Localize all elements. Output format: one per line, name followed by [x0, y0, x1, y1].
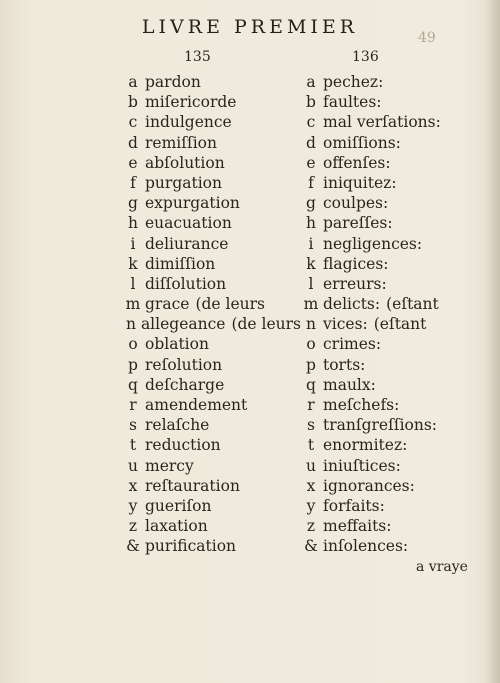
entry-word: tranſgreſſions: — [323, 416, 438, 435]
entry-word: gueriſon — [145, 496, 212, 515]
entry-letter: h — [306, 214, 316, 233]
entry-letter: u — [128, 456, 138, 475]
entry-letter: l — [308, 274, 314, 293]
right-column-number: 136 — [352, 49, 379, 65]
entry-extra: (eſtant — [386, 295, 439, 314]
entry-letter: b — [306, 93, 316, 112]
list-item — [121, 173, 301, 193]
entry-letter: s — [129, 416, 137, 435]
entry-letter: n — [306, 315, 316, 334]
entry-letter: o — [128, 335, 138, 354]
list-item — [121, 213, 301, 233]
list-item — [121, 153, 301, 173]
list-item — [299, 516, 469, 536]
entry-extra: (eſtant — [373, 315, 427, 334]
entry-letter: e — [306, 153, 316, 172]
entry-letter: t — [307, 436, 315, 455]
list-item — [121, 314, 301, 334]
entry-word: dimiſſion — [145, 254, 216, 273]
entry-word: grace — [145, 295, 190, 314]
entry-letter: y — [306, 496, 316, 515]
right-column — [299, 72, 469, 557]
list-item — [299, 415, 469, 435]
entry-letter: z — [128, 517, 138, 536]
list-item — [299, 133, 469, 153]
entry-word: deſcharge — [145, 375, 225, 394]
entry-word: oblation — [145, 335, 209, 354]
entry-word: faultes: — [323, 93, 382, 112]
list-item — [299, 375, 469, 395]
entry-letter: k — [306, 254, 316, 273]
entry-word: inſolences: — [323, 537, 409, 556]
entry-letter: e — [128, 153, 138, 172]
list-item — [121, 193, 301, 213]
list-item — [299, 274, 469, 294]
entry-letter: f — [308, 173, 314, 192]
entry-word: coulpes: — [323, 194, 389, 213]
list-item — [121, 92, 301, 112]
entry-word: crimes: — [323, 335, 382, 354]
entry-letter: & — [126, 537, 140, 556]
entry-letter: u — [306, 456, 316, 475]
entry-letter: d — [306, 133, 316, 152]
entry-word: omiſſions: — [323, 133, 401, 152]
list-item — [121, 375, 301, 395]
list-item — [299, 294, 469, 314]
entry-word: abſolution — [145, 153, 225, 172]
entry-word: mercy — [145, 456, 194, 475]
list-item — [121, 476, 301, 496]
entry-word: remiſſion — [145, 133, 217, 152]
entry-word: allegeance — [140, 315, 226, 334]
entry-word: enormitez: — [323, 436, 408, 455]
entry-word: deliurance — [145, 234, 229, 253]
left-column-number: 135 — [184, 49, 211, 65]
list-item — [121, 536, 301, 556]
list-item — [299, 72, 469, 92]
list-item — [121, 395, 301, 415]
entry-letter: a — [128, 73, 138, 91]
entry-word: pareſſes: — [323, 214, 393, 233]
entry-letter: a — [306, 73, 316, 91]
list-item — [121, 254, 301, 274]
entry-extra: (de leurs — [195, 295, 265, 314]
list-item — [121, 72, 301, 92]
list-item — [299, 173, 469, 193]
list-item — [299, 112, 469, 132]
entry-letter: g — [306, 194, 316, 213]
entry-word: iniquitez: — [323, 173, 397, 192]
entry-word: maulx: — [323, 375, 376, 394]
entry-word: relaſche — [145, 416, 210, 435]
entry-word: diſſolution — [145, 274, 227, 293]
entry-word: reſtauration — [145, 476, 240, 495]
list-item — [299, 456, 469, 476]
list-item — [299, 92, 469, 112]
catchword: a vraye — [416, 559, 468, 575]
list-item — [299, 234, 469, 254]
entry-letter: g — [128, 194, 138, 213]
entry-letter: q — [128, 375, 138, 394]
list-item — [121, 234, 301, 254]
entry-letter: d — [128, 133, 138, 152]
entry-word: pardon — [145, 73, 201, 91]
entry-letter: m — [125, 295, 141, 314]
entry-letter: k — [128, 254, 138, 273]
list-item — [121, 516, 301, 536]
list-item — [299, 334, 469, 354]
list-item — [299, 496, 469, 516]
list-item — [299, 193, 469, 213]
entry-word: torts: — [323, 355, 366, 374]
entry-letter: n — [125, 315, 136, 334]
entry-word: meffaits: — [323, 517, 392, 536]
entry-letter: f — [130, 173, 136, 192]
entry-letter: h — [128, 214, 138, 233]
entry-word: purgation — [145, 173, 222, 192]
list-item — [121, 133, 301, 153]
entry-letter: p — [128, 355, 138, 374]
folio-mark: 49 — [418, 30, 436, 46]
entry-word: forfaits: — [323, 496, 385, 515]
entry-word: flagices: — [323, 254, 389, 273]
entry-word: vices: — [323, 315, 368, 334]
entry-letter: r — [129, 396, 137, 414]
entry-extra: (de leurs — [231, 315, 301, 334]
entry-word: euacuation — [145, 214, 232, 233]
list-item — [299, 213, 469, 233]
entry-letter: c — [306, 113, 316, 132]
list-item — [299, 435, 469, 455]
list-item — [121, 355, 301, 375]
list-item — [121, 274, 301, 294]
entry-letter: i — [308, 234, 314, 253]
page-edge-shadow — [486, 0, 500, 683]
entry-word: reſolution — [145, 355, 223, 374]
entry-word: negligences: — [323, 234, 423, 253]
entry-word: amendement — [145, 396, 248, 414]
entry-letter: l — [130, 274, 136, 293]
entry-letter: r — [307, 396, 315, 414]
list-item — [121, 112, 301, 132]
entry-word: meſchefs: — [323, 396, 400, 414]
entry-word: erreurs: — [323, 274, 387, 293]
entry-letter: s — [307, 416, 315, 435]
entry-word: reduction — [145, 436, 221, 455]
entry-word: delicts: — [323, 295, 381, 314]
entry-letter: p — [306, 355, 316, 374]
list-item — [121, 415, 301, 435]
entry-word: laxation — [145, 517, 208, 536]
list-item — [121, 456, 301, 476]
entry-letter: i — [130, 234, 136, 253]
entry-word: indulgence — [145, 113, 232, 132]
left-column — [121, 72, 301, 557]
list-item — [121, 435, 301, 455]
entry-word: ignorances: — [323, 476, 415, 495]
running-header: LIVRE PREMIER — [141, 16, 359, 38]
entry-word: iniuſtices: — [323, 456, 401, 475]
entry-letter: & — [304, 537, 318, 556]
entry-word: expurgation — [145, 194, 240, 213]
list-item — [121, 496, 301, 516]
entry-word: offenſes: — [323, 153, 391, 172]
entry-letter: q — [306, 375, 316, 394]
list-item — [299, 314, 469, 334]
list-item — [299, 536, 469, 556]
entry-letter: x — [306, 476, 316, 495]
list-item — [299, 153, 469, 173]
entry-letter: o — [306, 335, 316, 354]
entry-letter: y — [128, 496, 138, 515]
list-item — [299, 395, 469, 415]
entry-letter: m — [303, 295, 319, 314]
entry-word: purification — [145, 537, 237, 556]
entry-word: miſericorde — [145, 93, 237, 112]
list-item — [299, 254, 469, 274]
entry-letter: b — [128, 93, 138, 112]
entry-letter: c — [128, 113, 138, 132]
entry-word: pechez: — [323, 73, 384, 91]
list-item — [299, 476, 469, 496]
entry-word: mal verſations: — [323, 113, 441, 132]
entry-letter: x — [128, 476, 138, 495]
entry-letter: t — [129, 436, 137, 455]
list-item — [299, 355, 469, 375]
list-item — [121, 334, 301, 354]
list-item — [121, 294, 301, 314]
entry-letter: z — [306, 517, 316, 536]
